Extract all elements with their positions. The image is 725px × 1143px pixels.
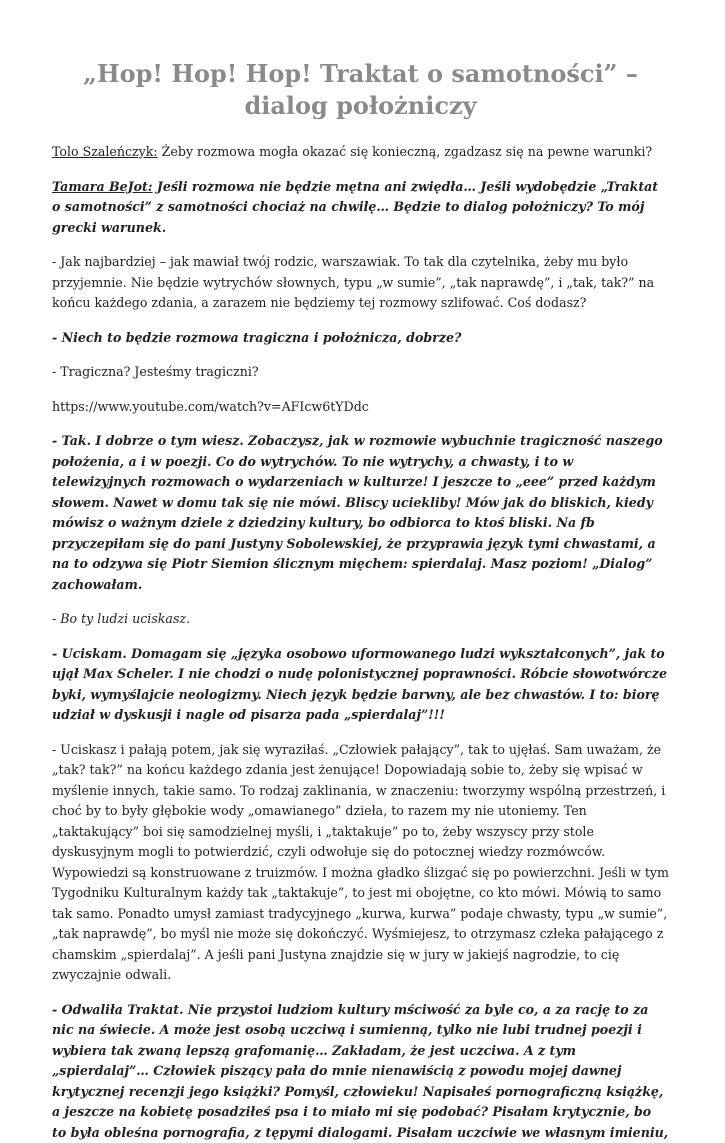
- paragraph-3: - Jak najbardziej – jak mawiał twój rodzic, warszawiak. To tak dla czytelnika, żeby mu było przyjemnie. Nie będzie wytrychów słownych, typu „w sumie”, „tak naprawdę”, i „tak, tak?” na końcu każdego zdania, a zarazem nie będziemy tej rozmowy szlifować. Coś dodasz?: [52, 252, 669, 314]
- intro-question-text: Żeby rozmowa mogła okazać się konieczną, zgadzasz się na pewne warunki?: [158, 144, 653, 159]
- speaker-tolo: Tolo Szaleńczyk:: [52, 144, 158, 159]
- paragraph-11: - Odwaliła Traktat. Nie przystoi ludziom kultury mściwość za byle co, a za rację to za nic na świecie. A może jest osobą uczciwą i sumienną, tylko nie lubi trudnej poezji i wybiera tak zwaną lepszą grafomanię… Zakładam, że jest uczciwa. A z tym „spierdalaj”… Człowiek piszący pała do mnie nienawiścią z powodu mojej dawnej krytycznej recenzji jego książki? Pomyśl, człowieku! Napisałeś pornograficzną książkę, a jeszcze na kobietę posadziłeś psa i to miało mi się podobać? Pisałam krytycznie, bo to była obleśna pornografia, z tępymi dialogami. Pisałam uczciwie we własnym imieniu,: [52, 1000, 669, 1143]
- first-answer-text: Jeśli rozmowa nie będzie mętna ani zwiędła… Jeśli wydobędzie „Traktat o samotności” z samotności chociaż na chwilę… Będzie to dialog położniczy? To mój grecki warunek.: [52, 179, 658, 235]
- paragraph-4: - Niech to będzie rozmowa tragiczna i położnicza, dobrze?: [52, 328, 669, 349]
- paragraph-8: - Bo ty ludzi uciskasz.: [52, 609, 669, 630]
- youtube-link[interactable]: https://www.youtube.com/watch?v=AFIcw6tYDdc: [52, 397, 669, 418]
- speaker-tamara: Tamara BeJot:: [52, 179, 152, 194]
- paragraph-10: - Uciskasz i pałają potem, jak się wyraziłaś. „Człowiek pałający”, tak to ujęłaś. Sam uważam, że „tak? tak?” na końcu każdego zdania jest żenujące! Dopowiadają sobie to, żeby się wpisać w myślenie innych, takie samo. To rodzaj zaklinania, w znaczeniu: tworzymy wspólną przestrzeń, i choć by to były głębokie wody „omawianego” dzieła, to razem my nie utoniemy. Ten „taktakujący” boi się samodzielnej myśli, i „taktakuje” po to, żeby wszyscy przy stole dyskusyjnym mogli to potwierdzić, czyli odwołuje się do potocznej wiedzy rozmówców. Wypowiedzi są konstruowane z truizmów. I można gładko ślizgać się po powierzchni. Jeśli w tym Tygodniku Kulturalnym każdy tak „taktakuje”, to jest mi obojętne, co kto mówi. Mówią to samo tak samo. Ponadto umysł zamiast tradycyjnego „kurwa, kurwa” podaje chwasty, typu „w sumie”, „tak naprawdę”, bo myśl nie może się dokończyć. Wyśmiejesz, to otrzymasz człeka pałającego z chamskim „spierdalaj”. A jeśli pani Justyna znajdzie się w jury w jakiejś nagrodzie, to cię zwyczajnie odwali.: [52, 740, 669, 986]
- intro-question: [52, 142, 669, 163]
- paragraph-5: - Tragiczna? Jesteśmy tragiczni?: [52, 362, 669, 383]
- paragraph-7: - Tak. I dobrze o tym wiesz. Zobaczysz, jak w rozmowie wybuchnie tragiczność naszego położenia, a i w poezji. Co do wytrychów. To nie wytrychy, a chwasty, i to w telewizyjnych rozmowach o wydarzeniach w kulturze! I jeszcze to „eee” przed każdym słowem. Nawet w domu tak się nie mówi. Bliscy uciekliby! Mów jak do bliskich, kiedy mówisz o ważnym dziele z dziedziny kultury, bo odbiorca to ktoś bliski. Na fb przyczepiłam się do pani Justyny Sobolewskiej, że przyprawia język tymi chwastami, a na to odzywa się Piotr Siemion ślicznym mięchem: spierdalaj. Masz poziom! „Dialog” zachowałam.: [52, 431, 669, 595]
- first-answer: [52, 177, 669, 239]
- article-title: „Hop! Hop! Hop! Traktat o samotności” – dialog położniczy: [52, 58, 669, 122]
- paragraph-9: - Uciskam. Domagam się „języka osobowo uformowanego ludzi wykształconych”, jak to ujął Max Scheler. I nie chodzi o nudę polonistycznej poprawności. Róbcie słowotwórcze byki, wymyślajcie neologizmy. Niech język będzie barwny, ale bez chwastów. I to: biorę udział w dyskusji i nagle od pisarza pada „spierdalaj”!!!: [52, 644, 669, 726]
